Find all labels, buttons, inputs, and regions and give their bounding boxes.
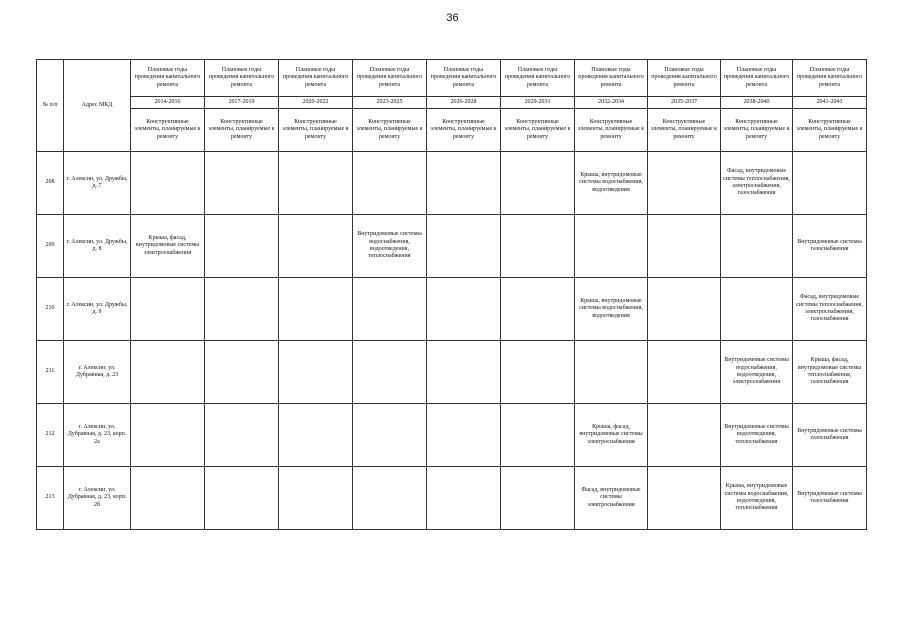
row-cell — [427, 404, 501, 467]
row-cell — [353, 278, 427, 341]
row-cell — [279, 278, 353, 341]
row-cell — [205, 341, 279, 404]
header-number: № п/п — [37, 60, 64, 152]
row-cell: Внутридомовые системы водоотведения, теплоснабжения — [721, 404, 793, 467]
row-cell — [427, 278, 501, 341]
table-row — [37, 215, 867, 278]
row-cell — [427, 467, 501, 530]
repair-plan-table — [36, 59, 867, 530]
row-number: 208 — [37, 152, 64, 215]
header-elements: Конструктивные элементы, планируемые к ремонту — [353, 109, 427, 152]
row-cell — [427, 152, 501, 215]
row-cell — [427, 215, 501, 278]
header-period-title: Плановые годы проведения капитального ремонта — [427, 60, 501, 97]
row-cell: Внутридомовые системы газоснабжения — [793, 215, 867, 278]
row-cell — [575, 341, 648, 404]
row-number: 209 — [37, 215, 64, 278]
row-cell — [427, 341, 501, 404]
table-row — [37, 152, 867, 215]
row-cell — [648, 404, 721, 467]
row-cell — [205, 215, 279, 278]
header-period-title: Плановые годы проведения капитального ремонта — [205, 60, 279, 97]
header-years: 2041-2043 — [793, 97, 867, 109]
row-cell — [648, 467, 721, 530]
header-years: 2020-2022 — [279, 97, 353, 109]
row-cell: Крыша, фасад, внутридомовые системы теплоснабжения, газоснабжения — [793, 341, 867, 404]
header-years: 2017-2019 — [205, 97, 279, 109]
row-cell: Внутридомовые системы водоснабжения, водоотведения, электроснабжения — [721, 341, 793, 404]
header-years: 2038-2040 — [721, 97, 793, 109]
row-cell — [353, 467, 427, 530]
header-elements: Конструктивные элементы, планируемые к ремонту — [427, 109, 501, 152]
table-row — [37, 341, 867, 404]
row-cell — [721, 278, 793, 341]
row-cell — [501, 467, 575, 530]
header-address: Адрес МКД — [64, 60, 131, 152]
table-row — [37, 278, 867, 341]
row-cell — [721, 215, 793, 278]
row-cell — [131, 467, 205, 530]
row-cell: Крыша, фасад, внутридомовые системы электроснабжения — [131, 215, 205, 278]
row-cell: Внутридомовые системы газоснабжения — [793, 404, 867, 467]
header-years: 2029-2031 — [501, 97, 575, 109]
page-number: 36 — [446, 12, 459, 24]
row-cell — [793, 152, 867, 215]
header-period-title: Плановые годы проведения капитального ремонта — [721, 60, 793, 97]
header-elements: Конструктивные элементы, планируемые к ремонту — [721, 109, 793, 152]
row-cell: Фасад, внутридомовые системы теплоснабжения, электроснабжения, газоснабжения — [793, 278, 867, 341]
header-elements: Конструктивные элементы, планируемые к ремонту — [575, 109, 648, 152]
header-years: 2023-2025 — [353, 97, 427, 109]
row-address: г. Алексин, ул. Дружбы, д. 7 — [64, 152, 131, 215]
row-cell: Внутридомовые системы водоснабжения, водоотведения, теплоснабжения — [353, 215, 427, 278]
header-elements: Конструктивные элементы, планируемые к ремонту — [205, 109, 279, 152]
row-cell: Крыша, внутридомовые системы водоснабжения, водоотведения, теплоснабжения — [721, 467, 793, 530]
header-period-title: Плановые годы проведения капитального ремонта — [279, 60, 353, 97]
header-elements: Конструктивные элементы, планируемые к ремонту — [648, 109, 721, 152]
header-period-title: Плановые годы проведения капитального ремонта — [575, 60, 648, 97]
header-period-title: Плановые годы проведения капитального ремонта — [353, 60, 427, 97]
row-cell — [353, 152, 427, 215]
header-elements: Конструктивные элементы, планируемые к ремонту — [131, 109, 205, 152]
row-address: г. Алексин, ул. Дубравная, д. 23 — [64, 341, 131, 404]
header-years: 2014-2016 — [131, 97, 205, 109]
row-cell — [648, 341, 721, 404]
header-period-title: Плановые годы проведения капитального ремонта — [131, 60, 205, 97]
row-number: 211 — [37, 341, 64, 404]
row-cell: Крыша, фасад, внутридомовые системы электроснабжения — [575, 404, 648, 467]
row-cell — [131, 152, 205, 215]
header-elements: Конструктивные элементы, планируемые к ремонту — [793, 109, 867, 152]
table-row — [37, 467, 867, 530]
row-cell — [648, 152, 721, 215]
row-cell — [501, 341, 575, 404]
row-cell — [205, 278, 279, 341]
header-years: 2026-2028 — [427, 97, 501, 109]
row-cell — [279, 467, 353, 530]
header-elements: Конструктивные элементы, планируемые к ремонту — [501, 109, 575, 152]
row-cell — [279, 404, 353, 467]
row-cell — [279, 152, 353, 215]
header-period-title: Плановые годы проведения капитального ремонта — [793, 60, 867, 97]
row-cell — [648, 215, 721, 278]
row-number: 210 — [37, 278, 64, 341]
row-address: г. Алексин, ул. Дубравная, д. 23, корп. 2б — [64, 467, 131, 530]
row-cell: Внутридомовые системы газоснабжения — [793, 467, 867, 530]
row-cell: Фасад, внутридомовые системы электроснабжения — [575, 467, 648, 530]
header-elements: Конструктивные элементы, планируемые к ремонту — [279, 109, 353, 152]
row-cell: Фасад, внутридомовые системы теплоснабжения, электроснабжения, газоснабжения — [721, 152, 793, 215]
row-cell — [131, 341, 205, 404]
row-cell — [131, 278, 205, 341]
row-cell — [279, 341, 353, 404]
header-years: 2035-2037 — [648, 97, 721, 109]
row-cell — [648, 278, 721, 341]
row-cell — [501, 404, 575, 467]
row-number: 212 — [37, 404, 64, 467]
row-address: г. Алексин, ул. Дружбы, д. 9 — [64, 278, 131, 341]
row-address: г. Алексин, ул. Дружбы, д. 8 — [64, 215, 131, 278]
row-cell — [501, 152, 575, 215]
row-cell — [205, 404, 279, 467]
header-period-title: Плановые годы проведения капитального ремонта — [501, 60, 575, 97]
row-address: г. Алексин, ул. Дубравная, д. 23, корп. 2а — [64, 404, 131, 467]
row-cell — [353, 341, 427, 404]
header-years: 2032-2034 — [575, 97, 648, 109]
row-cell: Крыша, внутридомовые системы водоснабжения, водоотведения — [575, 152, 648, 215]
row-cell: Крыша, внутридомовые системы водоснабжения, водоотведения — [575, 278, 648, 341]
header-period-title: Плановые годы проведения капитального ремонта — [648, 60, 721, 97]
row-cell — [205, 152, 279, 215]
row-cell — [501, 278, 575, 341]
row-cell — [205, 467, 279, 530]
row-cell — [279, 215, 353, 278]
row-cell — [131, 404, 205, 467]
row-cell — [575, 215, 648, 278]
row-number: 213 — [37, 467, 64, 530]
row-cell — [353, 404, 427, 467]
row-cell — [501, 215, 575, 278]
table-row — [37, 404, 867, 467]
